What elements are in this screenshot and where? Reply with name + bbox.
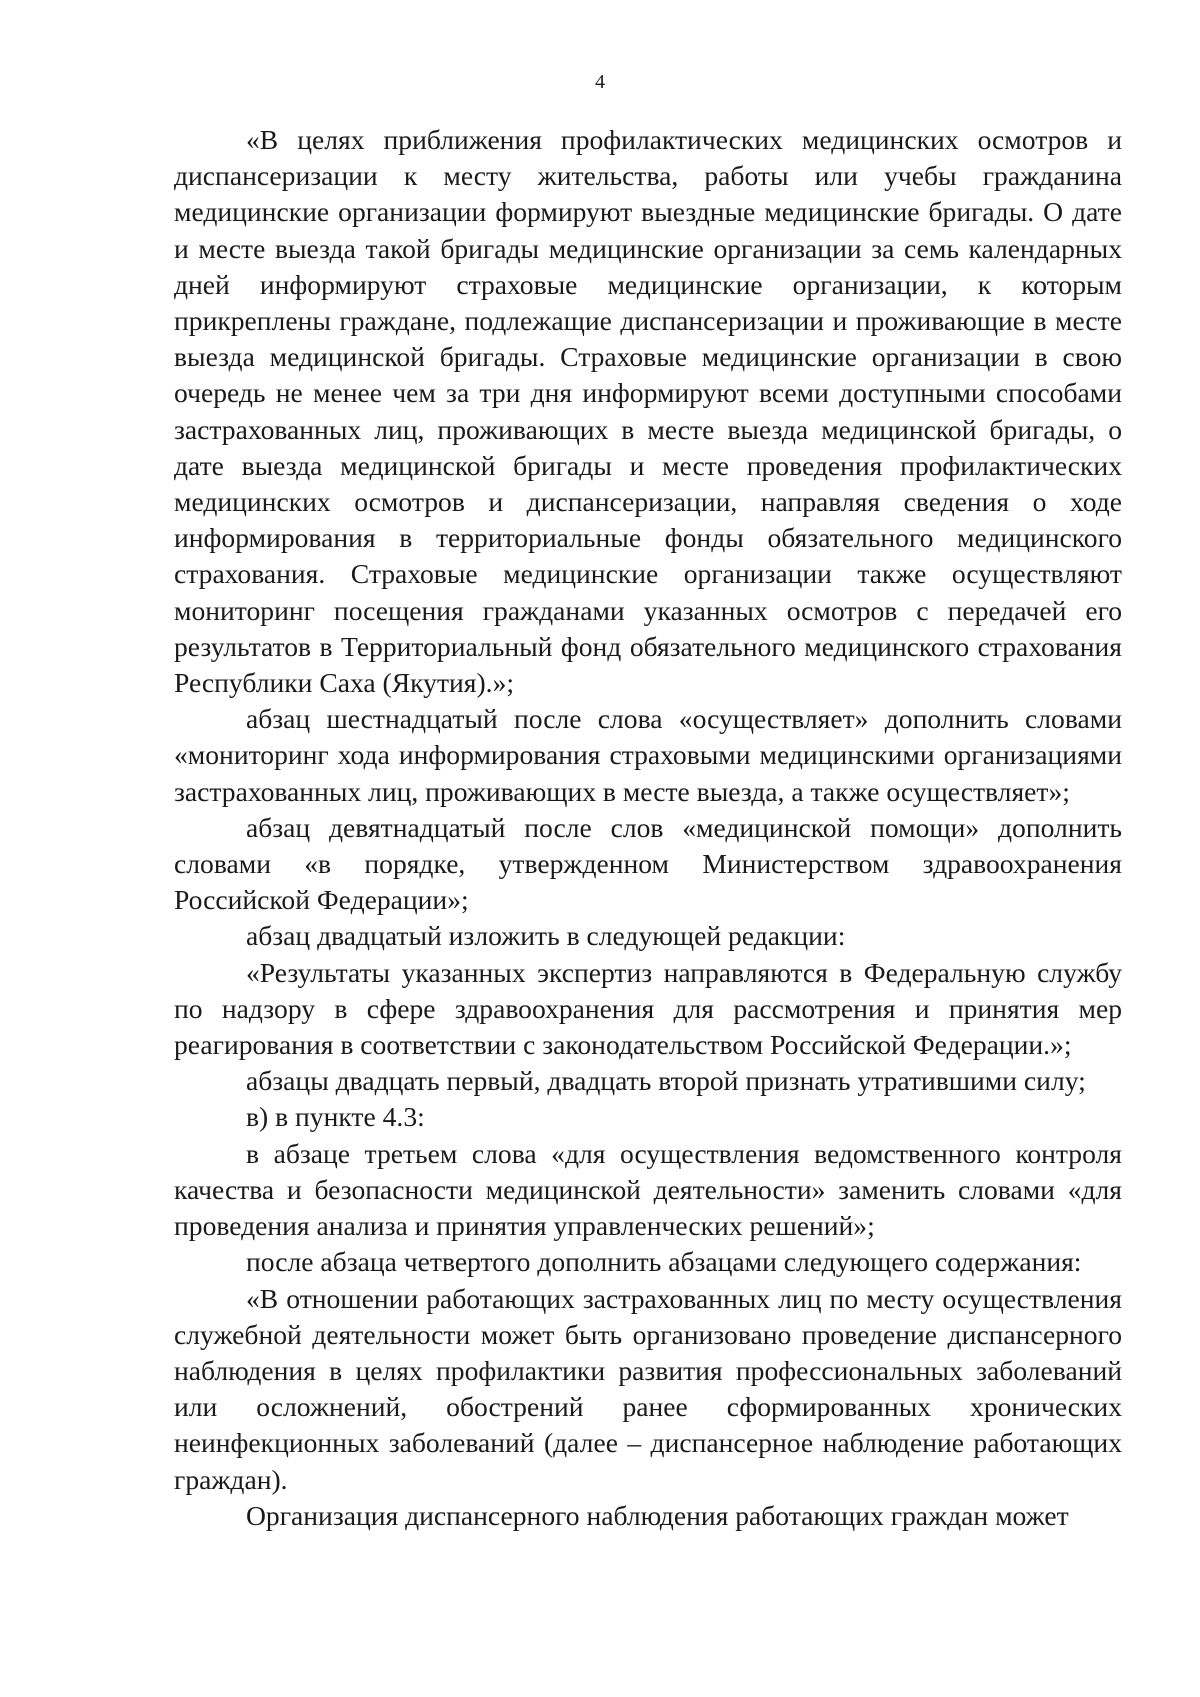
paragraph-repeal: абзацы двадцать первый, двадцать второй признать утратившими силу; [246,1065,1086,1097]
paragraph-fourth-addition: после абзаца четвертого дополнить абзацами следующего содержания: [246,1246,1082,1278]
document-body [174,122,1122,1534]
paragraph-organization: Организация диспансерного наблюдения работающих граждан может [246,1499,1069,1531]
paragraph-expertise-results: «Результаты указанных экспертиз направляются в Федеральную службу по надзору в сфере здравоохранения для рассмотрения и принятия мер реагирования в соответствии с законодательством Российской Федерации.»; [174,956,1122,1061]
paragraph-mobile-brigades: «В целях приближения профилактических медицинских осмотров и диспансеризации к месту жительства, работы или учебы гражданина медицинские организации формируют выездные медицинские бригады. О дате и месте выезда такой бригады медицинские организации за семь календарных дней информируют страховые медицинские организации, к которым прикреплены граждане, подлежащие диспансеризации и проживающие в месте выезда медицинской бригады. Страховые медицинские организации в свою очередь не менее чем за три дня информируют всеми доступными способами застрахованных лиц, проживающих в месте выезда медицинской бригады, о дате выезда медицинской бригады и месте проведения профилактических медицинских осмотров и диспансеризации, направляя сведения о ходе информирования в территориальные фонды обязательного медицинского страхования. Страховые медицинские организации также осуществляют мониторинг посещения гражданами указанных осмотров с передачей его результатов в Территориальный фонд обязательного медицинского страхования Республики Саха (Якутия).»; [174,124,1122,699]
paragraph-clause-4-3: в) в пункте 4.3: [246,1101,425,1133]
paragraph-third-amendment: в абзаце третьем слова «для осуществления ведомственного контроля качества и безопасности медицинской деятельности» заменить словами «для проведения анализа и принятия управленческих решений»; [174,1137,1122,1242]
paragraph-twentieth-header: абзац двадцатый изложить в следующей редакции: [246,920,846,952]
page-number: 4 [595,71,605,93]
paragraph-nineteenth-amendment: абзац девятнадцатый после слов «медицинской помощи» дополнить словами «в порядке, утвержденном Министерством здравоохранения Российской Федерации»; [174,811,1122,916]
paragraph-working-citizens: «В отношении работающих застрахованных лиц по месту осуществления служебной деятельности может быть организовано проведение диспансерного наблюдения в целях профилактики развития профессиональных заболеваний или осложнений, обострений ранее сформированных хронических неинфекционных заболеваний (далее – диспансерное наблюдение работающих граждан). [174,1282,1122,1495]
paragraph-sixteenth-amendment: абзац шестнадцатый после слова «осуществляет» дополнить словами «мониторинг хода информирования страховыми медицинскими организациями застрахованных лиц, проживающих в месте выезда, а также осуществляет»; [174,703,1122,807]
